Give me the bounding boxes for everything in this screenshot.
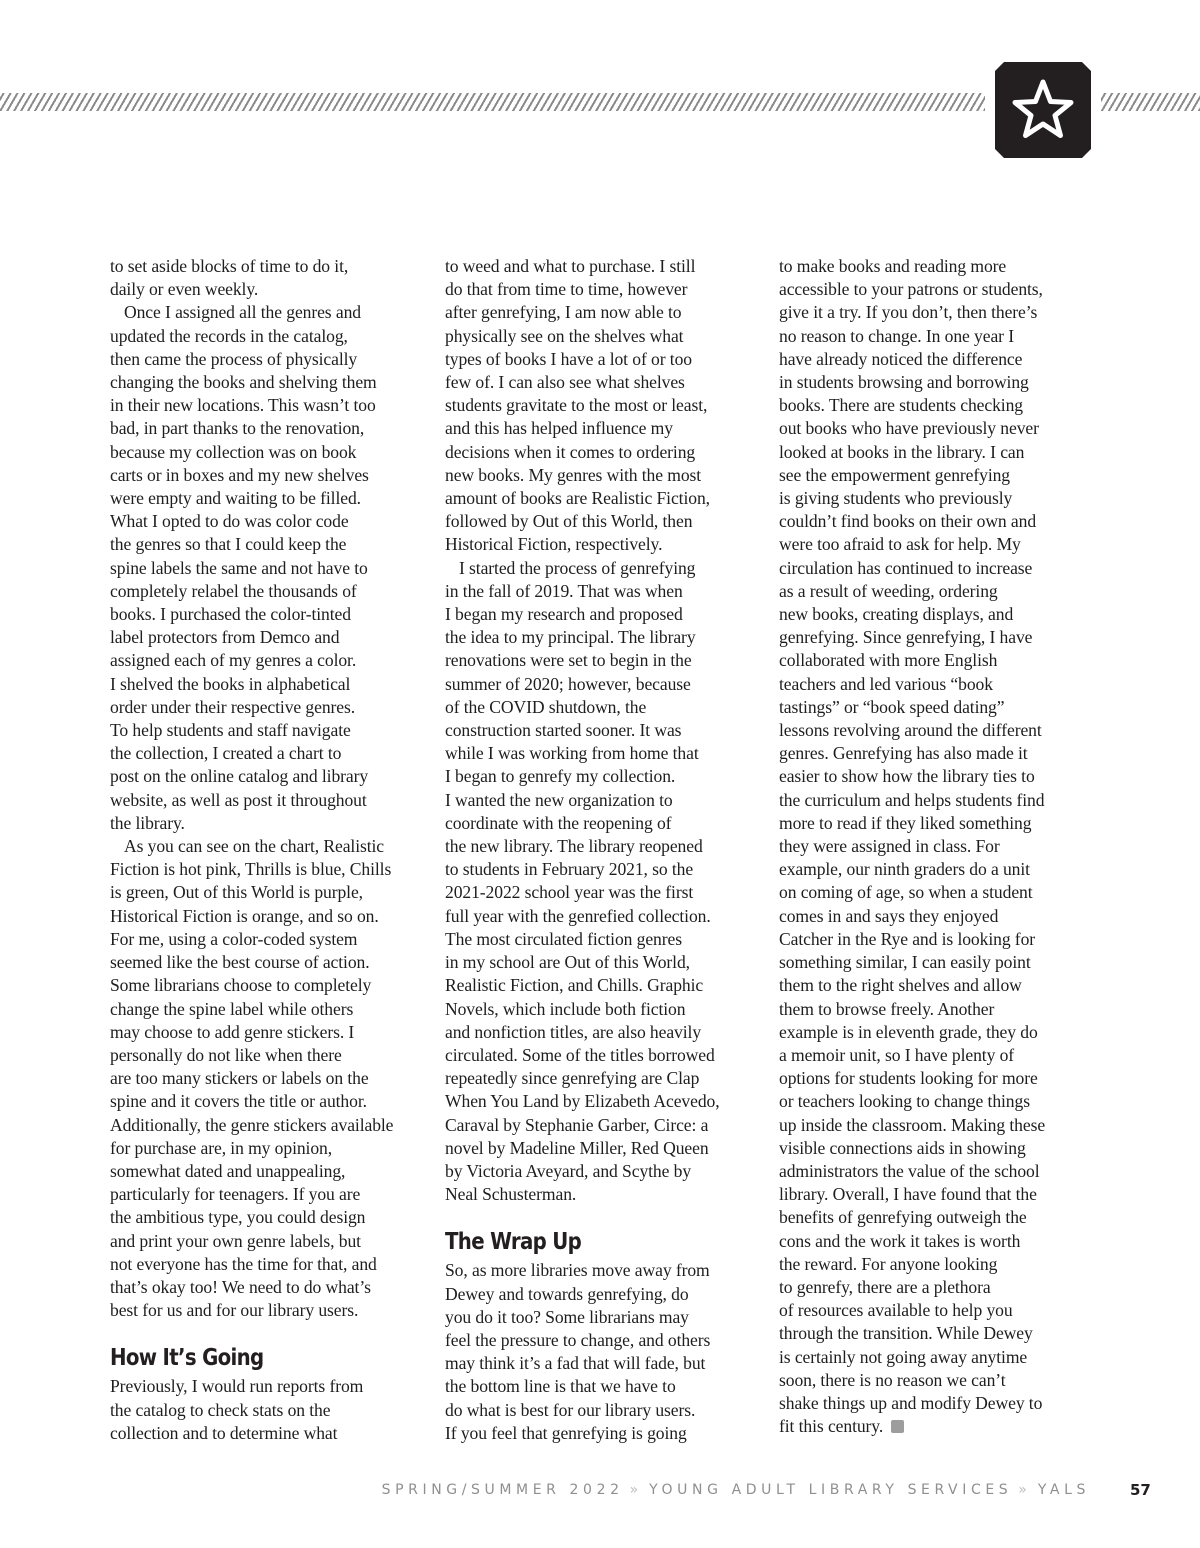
page-number: 57	[1130, 1481, 1151, 1499]
paragraph-text: So, as more libraries move away from Dewey and towards genrefying, do you do it too? Some librarians may feel the pressure to change, and others may think it’s a fad that will fade, but the bottom line is that we have to do what is best for our library users. If you feel that genrefying is going	[445, 1260, 711, 1443]
body-paragraph	[110, 301, 445, 835]
section-heading-text: The Wrap Up	[445, 1229, 582, 1256]
paragraph-text: to weed and what to purchase. I still do that from time to time, however after genrefying, I am now able to physically see on the shelves what types of books I have a lot of or too few of. I can also see what shelves students gravitate to the most or least, and this has helped influence my decisions when it comes to ordering new books. My genres with the most amount of books are Realistic Fiction, followed by Out of this World, then Historical Fiction, respectively.	[445, 256, 710, 555]
paragraph-text: Once I assigned all the genres and updated the records in the catalog, then came the process of physically changing the books and shelving them in their new locations. This wasn’t too bad, in part thanks to the renovation, because my collection was on book carts or in boxes and my new shelves were empty and waiting to be filled. What I opted to do was color code the genres so that I could keep the spine labels the same and not have to completely relabel the thousands of books. I purchased the color-tinted label protectors from Demco and assigned each of my genres a color. I shelved the books in alphabetical order under their respective genres. To help students and staff navigate the collection, I created a chart to post on the online catalog and library website, as well as post it throughout the library.	[110, 302, 377, 833]
body-paragraph	[110, 255, 445, 301]
body-paragraph	[445, 557, 780, 1207]
star-icon	[995, 62, 1091, 158]
body-paragraph	[110, 1375, 445, 1445]
footer-publication: YOUNG ADULT LIBRARY SERVICES	[649, 1482, 1013, 1498]
paragraph-text: Previously, I would run reports from the catalog to check stats on the collection and to determine what	[110, 1376, 364, 1443]
footer-separator: »	[629, 1482, 640, 1498]
footer-issue: SPRING/SUMMER 2022	[381, 1482, 624, 1498]
article-column-2	[445, 255, 780, 1445]
body-paragraph	[110, 835, 445, 1322]
paragraph-text: to make books and reading more accessible to your patrons or students, give it a try. If you don’t, then there’s no reason to change. In one year I have already noticed the difference in students browsing and borrowing books. There are students checking out books who have previously never looked at books in the library. I can see the empowerment genrefying is giving students who previously couldn’t find books on their own and were too afraid to ask for help. My circulation has continued to increase as a result of weeding, ordering new books, creating displays, and genrefying. Since genrefying, I have collaborated with more English teachers and led various “book tastings” or “book speed dating” lessons revolving around the different genres. Genrefying has also made it easier to show how the library ties to the curriculum and helps students find more to read if they liked something they were assigned in class. For example, our ninth graders do a unit on coming of age, so when a student comes in and says they enjoyed Catcher in the Rye and is looking for something similar, I can easily point them to the right shelves and allow them to browse freely. Another example is in eleventh grade, they do a memoir unit, so I have plenty of options for students looking for more or teachers looking to change things up inside the classroom. Making these visible connections aids in showing administrators the value of the school library. Overall, I have found that the benefits of genrefying outweigh the cons and the work it takes is worth the reward. For anyone looking to genrefy, there are a plethora of resources available to help you through the transition. While Dewey is certainly not going away anytime soon, there is no reason we can’t shake things up and modify Dewey to fit this century.	[779, 256, 1046, 1437]
article-column-3	[779, 255, 1114, 1438]
paragraph-text: As you can see on the chart, Realistic Fiction is hot pink, Thrills is blue, Chills is green, Out of this World is purple, Historical Fiction is orange, and so on. For me, using a color-coded system seemed like the best course of action. Some librarians choose to completely change the spine label while others may choose to add genre stickers. I personally do not like when there are too many stickers or labels on the spine and it covers the title or author. Additionally, the genre stickers available for purchase are, in my opinion, somewhat dated and unappealing, particularly for teenagers. If you are the ambitious type, you could design and print your own genre labels, but not everyone has the time for that, and that’s okay too! We need to do what’s best for us and for our library users.	[110, 836, 394, 1321]
star-badge	[995, 62, 1091, 158]
footer-separator: »	[1018, 1482, 1028, 1498]
running-footer	[382, 1478, 1090, 1502]
paragraph-text: I started the process of genrefying in the fall of 2019. That was when I began my research and proposed the idea to my principal. The library renovations were set to begin in the summer of 2020; however, because of the COVID shutdown, the construction started sooner. It was while I was working from home that I began to genrefy my collection. I wanted the new organization to coordinate with the reopening of the new library. The library reopened to students in February 2021, so the 2021-2022 school year was the first full year with the genrefied collection. The most circulated fiction genres in my school are Out of this World, Realistic Fiction, and Chills. Graphic Novels, which include both fiction and nonfiction titles, are also heavily circulated. Some of the titles borrowed repeatedly since genrefying are Clap When You Land by Elizabeth Acevedo, Caraval by Stephanie Garber, Circe: a novel by Madeline Miller, Red Queen by Victoria Aveyard, and Scythe by Neal Schusterman.	[445, 557, 720, 1205]
body-paragraph	[445, 1259, 780, 1445]
footer-short-name: YALS	[1037, 1482, 1090, 1498]
body-paragraph	[779, 255, 1114, 1438]
section-heading-text: How It’s Going	[110, 1345, 264, 1372]
section-heading	[445, 1229, 733, 1255]
article-column-1	[110, 255, 445, 1445]
section-heading	[110, 1345, 398, 1371]
paragraph-text: to set aside blocks of time to do it, daily or even weekly.	[110, 256, 349, 300]
end-of-article-mark	[891, 1420, 904, 1433]
body-paragraph	[445, 255, 780, 557]
